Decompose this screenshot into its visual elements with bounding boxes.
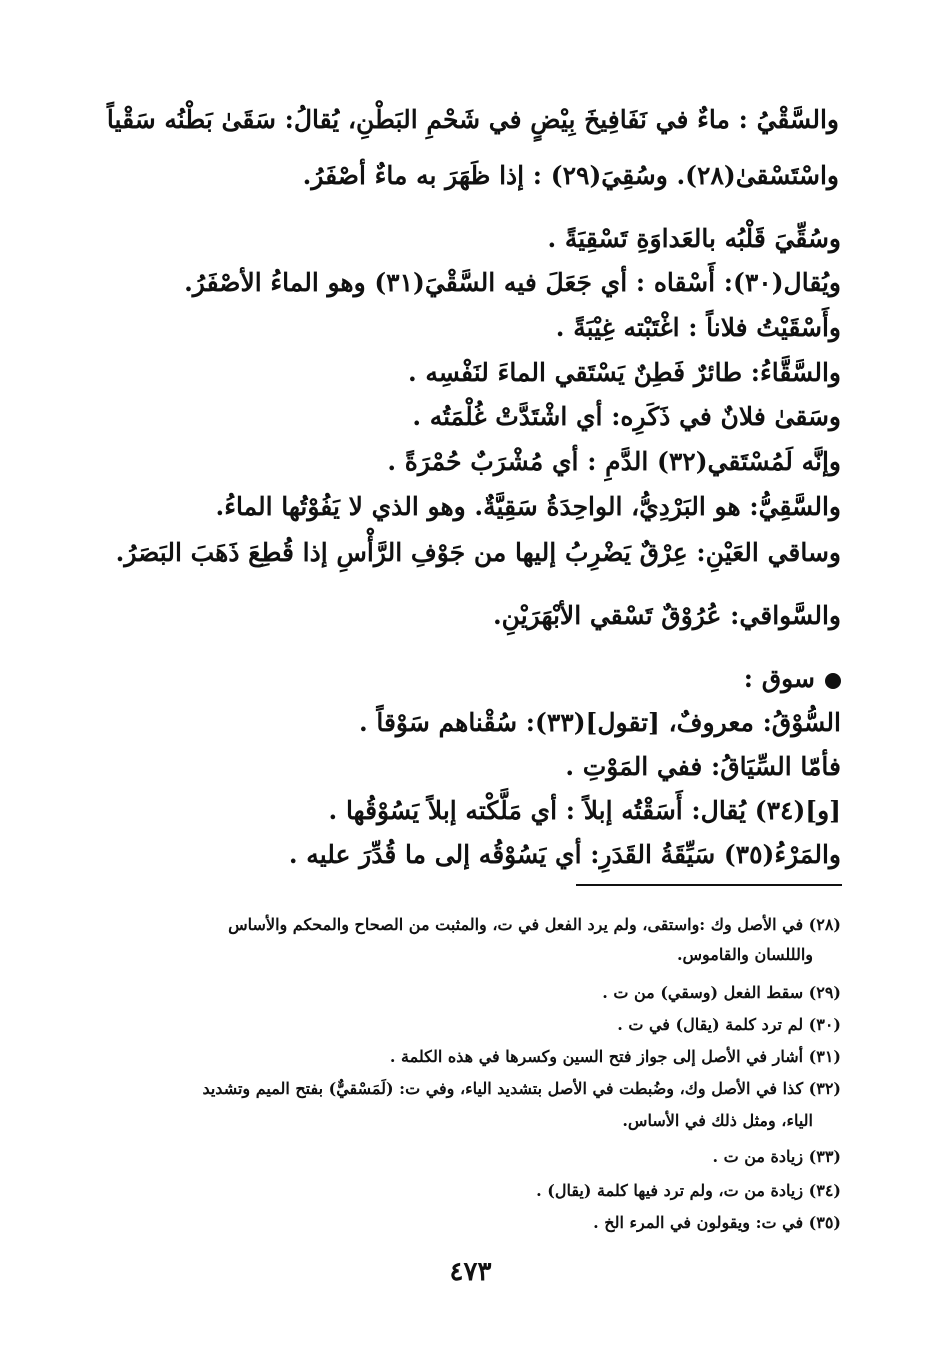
footnote: (٢٨) في الأصل وك :واستقى، ولم يرد الفعل في ت، والمثبت من الصحاح والمحكم والأساس [228, 915, 841, 934]
entry-line: والسَّقَّاءُ: طائرٌ فَطِنٌ يَسْتَقي الماءَ لنَفْسِه . [407, 358, 841, 387]
entry-line: والمَرْءُ(٣٥) سَيِّقَةُ القَدَرِ: أي يَسُوْقُه إلى ما قُدِّرَ عليه . [288, 840, 841, 869]
entry-line: وسُقِّيَ قَلْبُه بالعَداوَةِ تَسْقِيَةً . [547, 224, 841, 253]
section-heading [744, 660, 841, 698]
footnote: (٣٣) زيادة من ت . [712, 1147, 841, 1166]
entry-line: فأمّا السِّيَاقُ: ففي المَوْتِ . [565, 752, 841, 781]
footnote: (٣٥) في ت: ويقولون في المرء الخ . [593, 1213, 841, 1232]
entry-line: وإنَّه لَمُسْتَقي(٣٢) الدَّمِ : أي مُشْرَبٌ حُمْرَةً . [387, 447, 841, 476]
bullet-icon [825, 673, 841, 689]
footnote: (٣٤) زيادة من ت، ولم ترد فيها كلمة (يقال) . [536, 1181, 841, 1200]
entry-line: ويُقال(٣٠): أَسْقاه : أي جَعَلَ فيه السَّقْيَ(٣١) وهو الماءُ الأصْفَرُ. [184, 268, 841, 297]
entry-line: والسَّقِيُّ: هو البَرْدِيُّ، الواحِدَةُ سَقِيَّةٌ. وهو الذي لا يَفُوْتُها الماءُ. [215, 492, 841, 521]
footnote-divider [576, 884, 842, 886]
entry-line: وساقي العَيْنِ: عِرْقٌ يَضْرِبُ إليها من جَوْفِ الرَّأْسِ إذا قُطِعَ ذَهَبَ البَصَرُ. [115, 538, 841, 567]
footnote: (٣٠) لم ترد كلمة (يقال) في ت . [617, 1015, 841, 1034]
footnote: (٢٩) سقط الفعل (وسقي) من ت . [602, 983, 841, 1002]
entry-line: السُّوْقُ: معروفٌ، [تقول](٣٣): سُقْناهم سَوْقاً . [358, 708, 841, 737]
entry-line: والسَّقْيُ : ماءٌ في نَفَافِيخَ بِيْضٍ في شَحْمِ البَطْنِ، يُقالُ: سَقَىٰ بَطْنُه سَقْياً [106, 105, 839, 134]
footnote: والللسان والقاموس. [676, 945, 813, 964]
section-heading-label: سوق : [743, 664, 815, 693]
footnote: الياء، ومثل ذلك في الأساس. [622, 1111, 813, 1130]
entry-line: وأَسْقَيْتُ فلاناً : اغْتَبْته غِيْبَةً . [555, 313, 841, 342]
footnote: (٣١) أشار في الأصل إلى جواز فتح السين وكسرها في هذه الكلمة . [389, 1047, 841, 1066]
entry-line: [و](٣٤) يُقال: أَسَقْتُه إبلاً : أي مَلَّكْته إبلاً يَسُوْقُها . [328, 796, 841, 825]
footnote: (٣٢) كذا في الأصل وك، وضُبطت في الأصل بتشديد الياء، وفي ت: (لَمَسْقيٌّ) بفتح الميم وتشديد [202, 1079, 841, 1098]
page-number: ٤٧٣ [449, 1257, 492, 1287]
entry-line: واسْتَسْقىٰ(٢٨). وسُقِيَ(٢٩) : إذا ظَهَرَ به ماءٌ أصْفَرُ. [302, 161, 839, 190]
entry-line: والسَّواقي: عُرُوْقٌ تَسْقي الأبْهَرَيْنِ. [492, 601, 841, 630]
entry-line: وسَقىٰ فلانٌ في ذَكَرِه: أي اشْتَدَّتْ غُلْمَتُه . [412, 402, 841, 431]
